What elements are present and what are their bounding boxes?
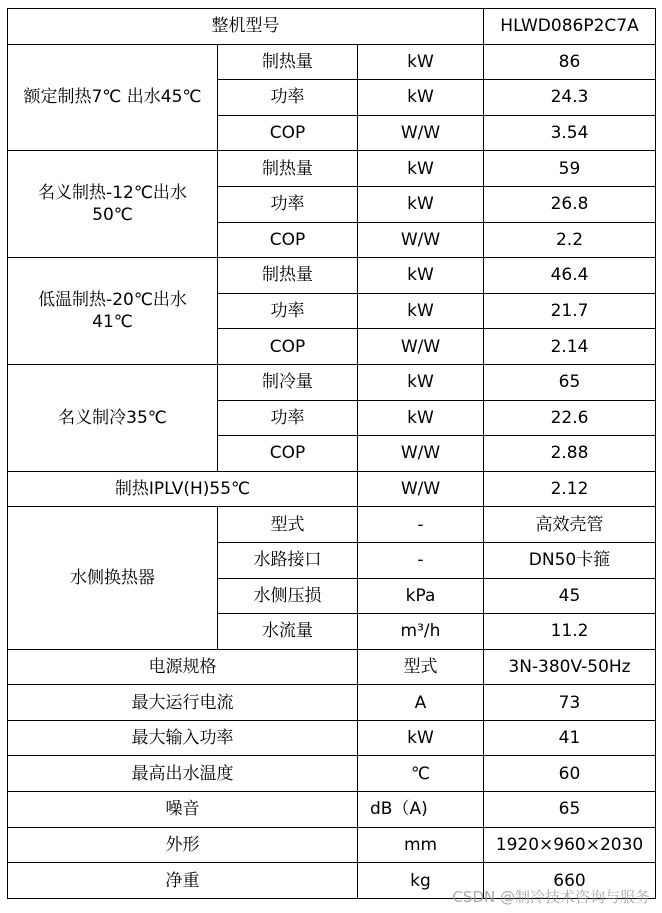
- item-cell: 型式: [218, 507, 358, 543]
- value-cell: 2.2: [484, 222, 656, 258]
- table-row: [8, 685, 656, 721]
- row-label: 最大输入功率: [8, 720, 358, 756]
- unit-cell: kW: [358, 400, 484, 436]
- row-label: 净重: [8, 863, 358, 899]
- unit-cell: kW: [358, 186, 484, 222]
- model-row: [8, 9, 656, 45]
- value-cell: 22.6: [484, 400, 656, 436]
- unit-cell: kW: [358, 44, 484, 80]
- item-cell: 制热量: [218, 44, 358, 80]
- spec-table: [7, 8, 656, 899]
- value-cell: 59: [484, 151, 656, 187]
- table-row: [8, 507, 656, 543]
- row-label: 外形: [8, 827, 358, 863]
- item-cell: 制冷量: [218, 364, 358, 400]
- value-cell: 3N-380V-50Hz: [484, 649, 656, 685]
- item-cell: 水流量: [218, 614, 358, 650]
- unit-cell: -: [358, 542, 484, 578]
- item-cell: 功率: [218, 186, 358, 222]
- value-cell: 60: [484, 756, 656, 792]
- unit-cell: W/W: [358, 222, 484, 258]
- unit-cell: W/W: [358, 471, 484, 507]
- unit-cell: mm: [358, 827, 484, 863]
- unit-cell: W/W: [358, 115, 484, 151]
- item-cell: 水侧压损: [218, 578, 358, 614]
- value-cell: 45: [484, 578, 656, 614]
- table-row: [8, 258, 656, 294]
- value-cell: 2.14: [484, 329, 656, 365]
- row-label: 噪音: [8, 792, 358, 828]
- unit-cell: 型式: [358, 649, 484, 685]
- row-label: 最高出水温度: [8, 756, 358, 792]
- unit-cell: kPa: [358, 578, 484, 614]
- unit-cell: A: [358, 685, 484, 721]
- value-cell: 11.2: [484, 614, 656, 650]
- item-cell: 功率: [218, 293, 358, 329]
- table-row: [8, 827, 656, 863]
- model-label: 整机型号: [8, 9, 484, 45]
- table-row: [8, 471, 656, 507]
- value-cell: 65: [484, 364, 656, 400]
- value-cell: 21.7: [484, 293, 656, 329]
- unit-cell: kW: [358, 258, 484, 294]
- item-cell: COP: [218, 222, 358, 258]
- unit-cell: dB（A): [358, 792, 484, 828]
- item-cell: 功率: [218, 80, 358, 116]
- item-cell: COP: [218, 329, 358, 365]
- item-cell: 制热量: [218, 258, 358, 294]
- model-value: HLWD086P2C7A: [484, 9, 656, 45]
- value-cell: 65: [484, 792, 656, 828]
- table-row: [8, 720, 656, 756]
- unit-cell: kW: [358, 80, 484, 116]
- group-label: 额定制热7℃ 出水45℃: [8, 44, 218, 151]
- group-label: 名义制冷35℃: [8, 364, 218, 471]
- row-label: 最大运行电流: [8, 685, 358, 721]
- value-cell: 41: [484, 720, 656, 756]
- value-cell: 2.88: [484, 436, 656, 472]
- table-row: [8, 364, 656, 400]
- value-cell: 3.54: [484, 115, 656, 151]
- row-label: 制热IPLV(H)55℃: [8, 471, 358, 507]
- csdn-watermark: CSDN @制冷技术咨询与服务: [452, 888, 650, 906]
- unit-cell: kW: [358, 151, 484, 187]
- unit-cell: kW: [358, 293, 484, 329]
- table-row: [8, 44, 656, 80]
- item-cell: 功率: [218, 400, 358, 436]
- item-cell: 水路接口: [218, 542, 358, 578]
- value-cell: 73: [484, 685, 656, 721]
- unit-cell: kW: [358, 364, 484, 400]
- value-cell: 86: [484, 44, 656, 80]
- unit-cell: W/W: [358, 436, 484, 472]
- item-cell: COP: [218, 436, 358, 472]
- value-cell: 46.4: [484, 258, 656, 294]
- group-label: 低温制热-20℃出水41℃: [8, 258, 218, 365]
- value-cell: 2.12: [484, 471, 656, 507]
- value-cell: DN50卡箍: [484, 542, 656, 578]
- item-cell: COP: [218, 115, 358, 151]
- group-label: 名义制热-12℃出水50℃: [8, 151, 218, 258]
- unit-cell: m³/h: [358, 614, 484, 650]
- value-cell: 26.8: [484, 186, 656, 222]
- value-cell: 1920×960×2030: [484, 827, 656, 863]
- table-row: [8, 792, 656, 828]
- unit-cell: kg: [358, 863, 484, 899]
- unit-cell: W/W: [358, 329, 484, 365]
- item-cell: 制热量: [218, 151, 358, 187]
- table-row: [8, 649, 656, 685]
- table-row: [8, 756, 656, 792]
- row-label: 电源规格: [8, 649, 358, 685]
- value-cell: 24.3: [484, 80, 656, 116]
- value-cell: 660: [484, 863, 656, 899]
- group-label: 水侧换热器: [8, 507, 218, 649]
- unit-cell: kW: [358, 720, 484, 756]
- unit-cell: ℃: [358, 756, 484, 792]
- table-row: [8, 151, 656, 187]
- value-cell: 高效壳管: [484, 507, 656, 543]
- unit-cell: -: [358, 507, 484, 543]
